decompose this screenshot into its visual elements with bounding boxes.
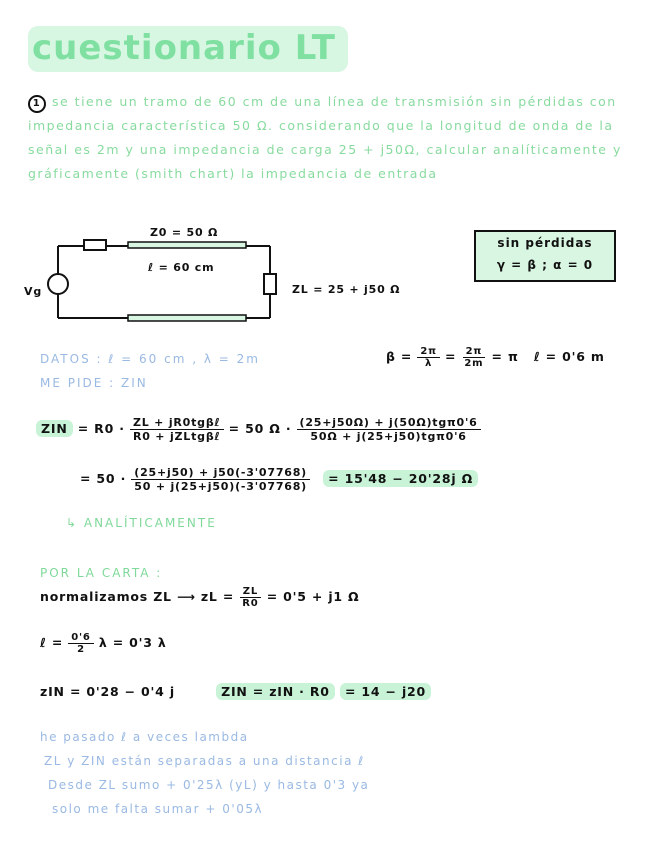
source-label: Vg [24,285,42,298]
analytic-note: ↳ ANALÍTICAMENTE [66,516,217,530]
carta-heading: POR LA CARTA : [40,566,163,580]
note-3: Desde ZL sumo + 0'25λ (yL) y hasta 0'3 ya [48,778,370,792]
zin-chart-line: zIN = 0'28 − 0'4 j ZIN = zIN · R0 = 14 − j20 [40,684,431,699]
note-4: solo me falta sumar + 0'05λ [52,802,264,816]
me-pide-line: ME PIDE : ZIN [40,376,148,390]
problem-text: se tiene un tramo de 60 cm de una línea de transmisión sin pérdidas con impedancia característica 50 Ω. considerando que la longitud de onda de la señal es 2m y una impedancia de carga 25 + j50Ω, calcular analíticamente y gráficamente (smith chart) la impedancia de entrada [28,94,622,181]
normalize-line: normalizamos ZL ⟶ zL = $\frac{ZL}{R0}$ = 0'5 + j1 Ω [40,586,360,609]
beta-expression: β = $\frac{2\pi}{\lambda}$ = $\frac{2\pi}{2m}$ = π ℓ = 0'6 m [386,346,605,369]
datos-line: DATOS : ℓ = 60 cm , λ = 2m [40,352,260,366]
zin-formula-1: ZIN = R0 · $\frac{\text{ZL + jR0tgβℓ}}{\text{R0 + jZLtgβℓ}}$ = 50 Ω · $\frac{\text{(25+j50Ω) + j(50Ω)tgπ0'6}}{\text{50Ω + j(25+j50)tgπ0'6}}$ [36,416,481,443]
zin-formula-2: = 50 · $\frac{(25+j50) + j50(-3'07768)}{50 + j(25+j50)(-3'07768)}$ = 15'48 − 20'28j Ω [80,466,478,493]
transmission-line-top [128,242,246,248]
lossless-line1: sin pérdidas [497,236,593,250]
length-label: ℓ = 60 cm [148,261,215,274]
zin-denorm: ZIN = zIN · R0 [216,683,335,700]
note-1: he pasado ℓ a veces lambda [40,730,249,744]
problem-statement [28,90,638,186]
voltage-source [48,274,68,294]
resistor [84,240,106,250]
zin-highlight: ZIN [36,420,73,437]
analytic-result: = 15'48 − 20'28j Ω [323,470,478,487]
transmission-line-bottom [128,315,246,321]
page-title: cuestionario LT [28,26,348,72]
load-label: ZL = 25 + j50 Ω [292,283,401,296]
lossless-line2: γ = β ; α = 0 [496,258,594,272]
load-impedance [264,274,276,294]
circuit-diagram [20,222,440,326]
lossless-box [474,230,616,282]
problem-number: 1 [28,95,46,113]
note-2: ZL y ZIN están separadas a una distancia ℓ [44,754,365,768]
zin-final: = 14 − j20 [340,683,431,700]
length-ratio-line: ℓ = $\frac{0'6}{2}$ λ = 0'3 λ [40,632,167,655]
z0-label: Z0 = 50 Ω [150,226,219,239]
